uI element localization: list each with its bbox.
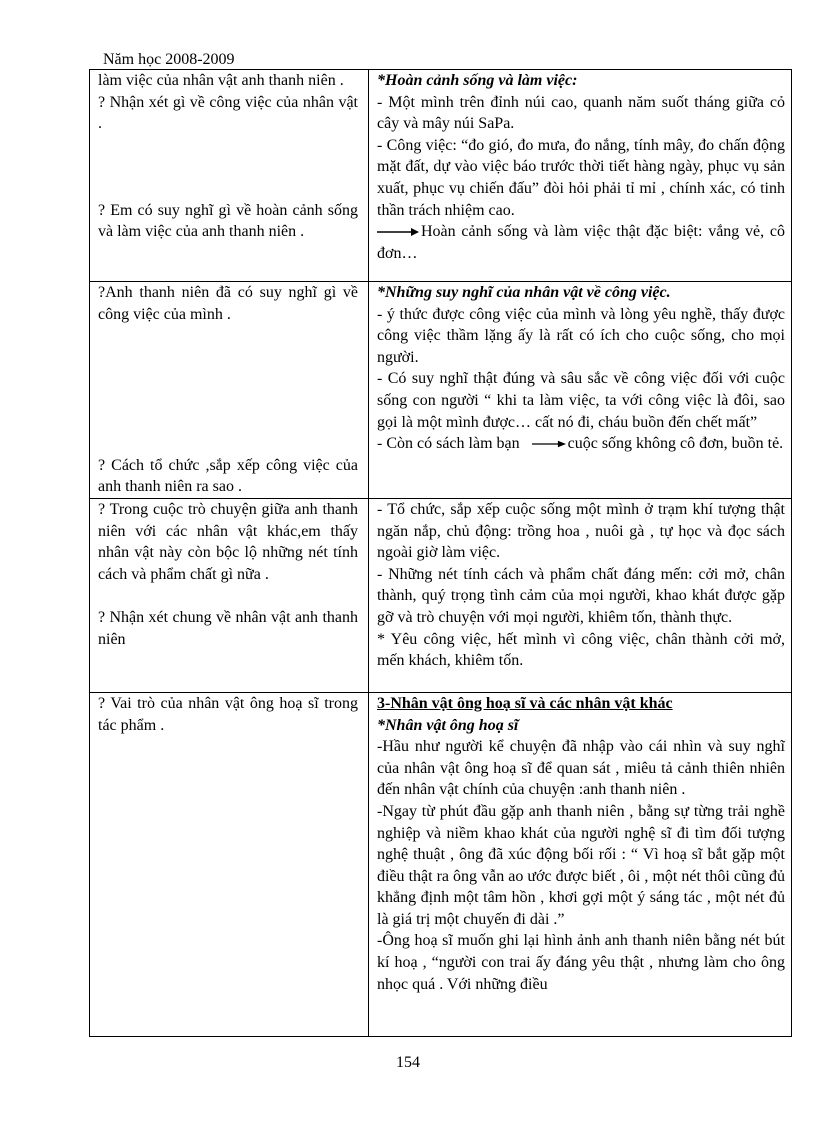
question-text: ?Anh thanh niên đã có suy nghĩ gì về công việc của mình .: [98, 284, 358, 323]
question-cell: [90, 692, 369, 1036]
answer-text: -Ông hoạ sĩ muốn ghi lại hình ảnh anh thanh niên bằng nét bút kí hoạ , “người con trai ấy đáng yêu thật , nhưng làm cho ông nhọc quá . Với những điều: [377, 932, 785, 993]
answer-text: -Hầu như người kể chuyện đã nhập vào cái nhìn và suy nghĩ của nhân vật ông hoạ sĩ để quan sát , miêu tả cảnh thiên nhiên đến nhân vật chính của chuyện :anh thanh niên .: [377, 738, 785, 799]
question-text: ? Trong cuộc trò chuyện giữa anh thanh niên với các nhân vật khác,em thấy nhân vật này còn bộc lộ những nét tính cách và phẩm chất gì nữa .: [98, 500, 358, 583]
conclusion-line: [377, 221, 785, 264]
answer-text: -Ngay từ phút đầu gặp anh thanh niên , bằng sự từng trải nghề nghiệp và niềm khao khát của người nghệ sĩ đi tìm đối tượng nghệ thuật , ông đã xúc động bối rối : “ Vì hoạ sĩ bắt gặp một điều thật ra ông vẫn ao ước được biết , ôi , một nét thôi cũng đủ khẳng định một tâm hồn , khơi gợi một ý sáng tác , một nét đủ là giá trị một chuyến đi dài .”: [377, 802, 785, 928]
answer-text: cuộc sống không cô đơn, buồn tẻ.: [567, 435, 784, 453]
answer-cell: [369, 692, 792, 1036]
question-text: ? Nhận xét chung về nhân vật anh thanh niên: [98, 608, 358, 648]
question-text: ? Nhận xét gì về công việc của nhân vật .: [98, 93, 358, 133]
table-row: [90, 498, 792, 692]
question-cell: [90, 282, 369, 499]
page-number: 154: [396, 1054, 420, 1071]
answer-cell: [369, 70, 792, 282]
table-row: [90, 692, 792, 1036]
section-heading: 3-Nhân vật ông hoạ sĩ và các nhân vật khác: [377, 694, 673, 712]
question-text: ? Em có suy nghĩ gì về hoàn cảnh sống và làm việc của anh thanh niên .: [98, 201, 358, 241]
right-arrow-icon: [377, 227, 419, 237]
question-text: làm việc của nhân vật anh thanh niên .: [98, 72, 344, 89]
right-arrow-icon: [532, 439, 566, 449]
answer-cell: [369, 498, 792, 692]
school-year-header: Năm học 2008-2009: [103, 51, 235, 68]
answer-text: * Yêu công việc, hết mình vì công việc, chân thành cởi mở, mến khách, khiêm tốn.: [377, 630, 785, 670]
answer-cell: [369, 282, 792, 499]
table-row: [90, 282, 792, 499]
answer-text: - Một mình trên đỉnh núi cao, quanh năm suốt tháng giữa cỏ cây và mây núi SaPa.: [377, 93, 785, 133]
conclusion-line: [377, 433, 785, 455]
question-cell: [90, 498, 369, 692]
section-title: *Những suy nghĩ của nhân vật về công việc.: [377, 284, 671, 301]
answer-text: - Công việc: “đo gió, đo mưa, đo nắng, tính mây, đo chấn động mặt đất, dự vào việc báo trước thời tiết hàng ngày, phục vụ sản xuất, phục vụ chiến đấu” đòi hỏi phải tỉ mỉ , chính xác, có tinh thần trách nhiệm cao.: [377, 136, 785, 219]
lesson-table: [89, 69, 792, 1037]
answer-text: - Còn có sách làm bạn: [377, 435, 520, 453]
question-text: ? Vai trò của nhân vật ông hoạ sĩ trong tác phẩm .: [98, 694, 358, 734]
conclusion-text: Hoàn cảnh sống và làm việc thật đặc biệt: vắng vẻ, cô đơn…: [377, 223, 785, 262]
answer-text: - Có suy nghĩ thật đúng và sâu sắc về công việc đối với cuộc sống con người “ khi ta làm việc, ta với công việc là đôi, sao gọi là một mình được… cất nó đi, cháu buồn đến chết mất”: [377, 370, 785, 431]
answer-text: - Những nét tính cách và phẩm chất đáng mến: cởi mở, chân thành, quý trọng tình cảm của mọi người, khao khát được gặp gỡ và trò chuyện với mọi người, khiêm tốn, thành thực.: [377, 565, 785, 626]
answer-text: - Tổ chức, sắp xếp cuộc sống một mình ở trạm khí tượng thật ngăn nắp, chủ động: trồng hoa , nuôi gà , tự học và đọc sách ngoài giờ làm việc.: [377, 500, 785, 562]
question-text: ? Cách tổ chức ,sắp xếp công việc của anh thanh niên ra sao .: [98, 456, 358, 496]
question-cell: [90, 70, 369, 282]
table-row: [90, 70, 792, 282]
section-title: *Hoàn cảnh sống và làm việc:: [377, 72, 578, 89]
answer-text: - ý thức được công việc của mình và lòng yêu nghề, thấy được công việc thầm lặng ấy là rất có ích cho cuộc sống, cho mọi người.: [377, 305, 785, 366]
section-title: *Nhân vật ông hoạ sĩ: [377, 716, 519, 734]
